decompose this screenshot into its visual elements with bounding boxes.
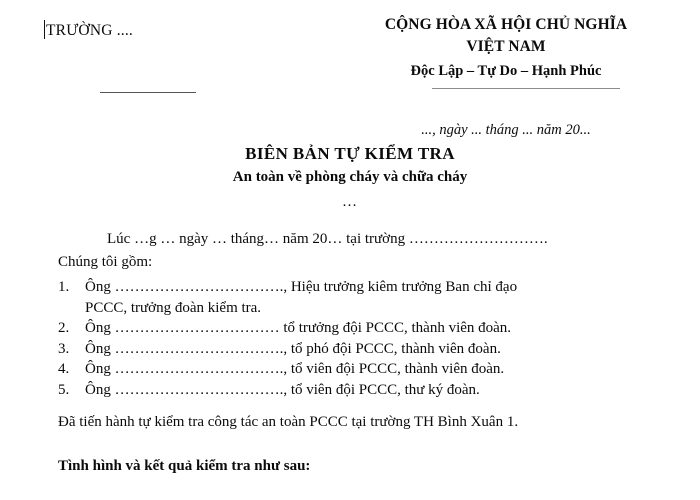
national-motto: Độc Lập – Tự Do – Hạnh Phúc — [410, 63, 602, 79]
list-item-continuation: PCCC, trưởng đoàn kiểm tra. — [85, 299, 262, 316]
list-item — [0, 359, 700, 380]
list-item-text: Ông ……………………………., tổ viên đội PCCC, thành viên đoàn. — [85, 361, 505, 377]
national-heading-line1: CỘNG HÒA XÃ HỘI CHỦ NGHĨA — [384, 16, 628, 33]
school-name-text: TRƯỜNG .... — [46, 22, 133, 39]
inspection-time-line: Lúc …g … ngày … tháng… năm 20… tại trường ………………………. — [107, 231, 548, 247]
document-subtitle: An toàn về phòng cháy và chữa cháy — [232, 169, 468, 185]
list-item — [0, 339, 700, 360]
list-item — [0, 380, 700, 401]
school-name-field[interactable] — [44, 20, 133, 40]
member-list — [0, 277, 700, 400]
closing-heading: Tình hình và kết quả kiểm tra như sau: — [58, 458, 311, 474]
list-item-number: 4. — [58, 361, 70, 377]
document-title: BIÊN BẢN TỰ KIỂM TRA — [245, 144, 455, 163]
document-body — [0, 228, 700, 477]
list-item-text: Ông …………………………… tổ trưởng đội PCCC, thành viên đoàn. — [85, 320, 512, 336]
list-item-text: Ông ……………………………., tổ phó đội PCCC, thành viên đoàn. — [85, 340, 501, 357]
title-ellipsis: … — [342, 194, 358, 210]
document-header — [0, 14, 700, 138]
conducted-statement: Đã tiến hành tự kiểm tra công tác an toàn PCCC tại trường TH Bình Xuân 1. — [58, 414, 519, 430]
list-item-text: Ông ……………………………., tổ viên đội PCCC, thư ký đoàn. — [85, 381, 480, 398]
text-caret-icon — [44, 20, 45, 39]
list-item-number: 1. — [58, 279, 70, 295]
list-item — [0, 277, 700, 318]
list-item-number: 3. — [58, 340, 70, 357]
list-item-text: Ông ……………………………., Hiệu trưởng kiêm trưởng Ban chỉ đạo — [85, 279, 518, 295]
header-left-divider — [100, 92, 196, 93]
title-block — [0, 142, 700, 215]
list-item-number: 2. — [58, 320, 70, 336]
header-right-block — [356, 14, 656, 83]
national-heading-line2: VIỆT NAM — [466, 38, 546, 55]
header-left-block — [44, 20, 294, 40]
members-intro: Chúng tôi gồm: — [58, 254, 153, 270]
header-right-divider — [432, 88, 620, 89]
dateline: ..., ngày ... tháng ... năm 20... — [421, 122, 591, 138]
list-item — [0, 318, 700, 339]
list-item-number: 5. — [58, 381, 70, 398]
